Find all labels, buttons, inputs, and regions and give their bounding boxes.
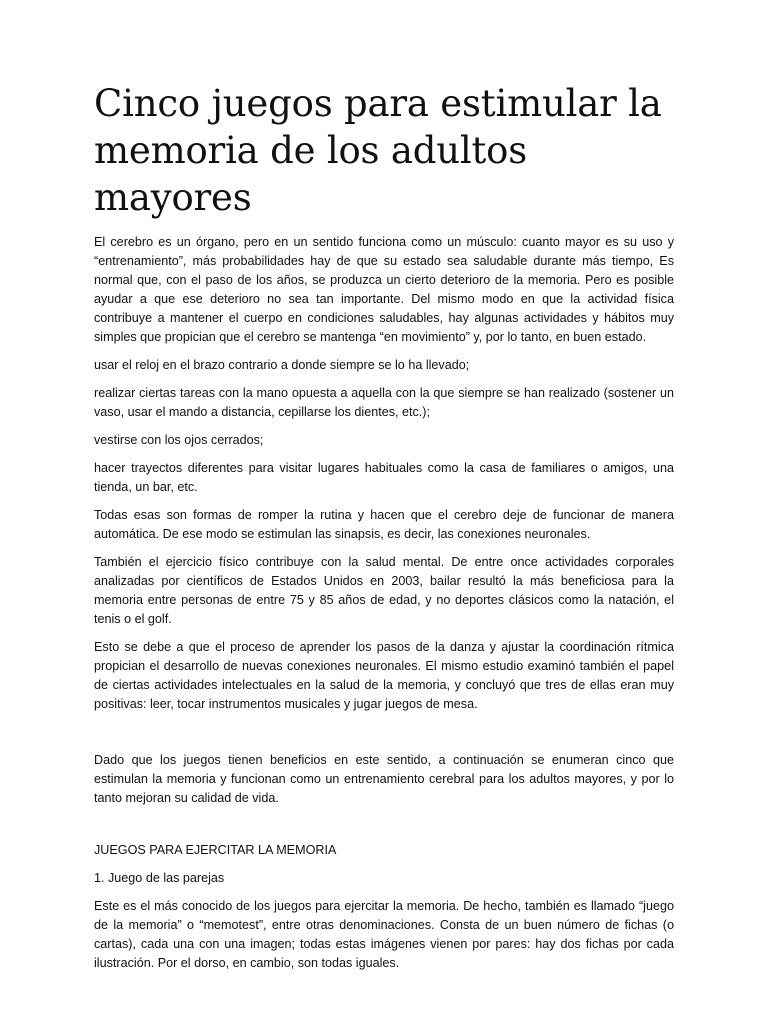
- parejas-paragraph: Este es el más conocido de los juegos para ejercitar la memoria. De hecho, también es llamado “juego de la memoria” o “memotest”, entre otras denominaciones. Consta de un buen número de fichas (o cartas), cada una con una imagen; todas estas imágenes vienen por pares: hay dos fichas por cada ilustración. Por el dorso, en cambio, son todas iguales.: [94, 899, 674, 970]
- spacer: [94, 817, 674, 841]
- danza-paragraph: Esto se debe a que el proceso de aprender los pasos de la danza y ajustar la coordinación rítmica propician el desarrollo de nuevas conexiones neuronales. El mismo estudio examinó también el papel de ciertas actividades intelectuales en la salud de la memoria, y concluyó que tres de ellas eran muy positivas: leer, tocar instrumentos musicales y jugar juegos de mesa.: [94, 640, 674, 711]
- list-item-vestirse: vestirse con los ojos cerrados;: [94, 433, 264, 447]
- intro-paragraph: El cerebro es un órgano, pero en un sentido funciona como un músculo: cuanto mayor es su uso y “entrenamiento”, más probabilidades hay de que su estado sea saludable durante más tiempo, Es normal que, con el paso de los años, se produzca un cierto deterioro de la memoria. Pero es posible ayudar a que ese deterioro no sea tan importante. Del mismo modo en que la actividad física contribuye a mantener el cuerpo en condiciones saludables, hay algunas actividades y hábitos muy simples que propician que el cerebro se mantenga “en movimiento” y, por lo tanto, en buen estado.: [94, 235, 674, 344]
- list-item-reloj: usar el reloj en el brazo contrario a donde siempre se lo ha llevado;: [94, 358, 470, 372]
- document-title: Cinco juegos para estimular la memoria de los adultos mayores: [94, 82, 662, 219]
- subsection-heading: 1. Juego de las parejas: [94, 871, 225, 885]
- spacer: [94, 723, 674, 751]
- section-heading: JUEGOS PARA EJERCITAR LA MEMORIA: [94, 843, 337, 857]
- list-item-mano-opuesta: realizar ciertas tareas con la mano opuesta a aquella con la que siempre se han realizado (sostener un vaso, usar el mando a distancia, cepillarse los dientes, etc.);: [94, 386, 674, 419]
- rutina-paragraph: Todas esas son formas de romper la rutina y hacen que el cerebro deje de funcionar de manera automática. De ese modo se estimulan las sinapsis, es decir, las conexiones neuronales.: [94, 508, 674, 541]
- list-item-trayectos: hacer trayectos diferentes para visitar lugares habituales como la casa de familiares o amigos, una tienda, un bar, etc.: [94, 461, 674, 494]
- juegos-paragraph: Dado que los juegos tienen beneficios en este sentido, a continuación se enumeran cinco que estimulan la memoria y funcionan como un entrenamiento cerebral para los adultos mayores, y por lo tanto mejoran su calidad de vida.: [94, 753, 674, 805]
- ejercicio-paragraph: También el ejercicio físico contribuye con la salud mental. De entre once actividades corporales analizadas por científicos de Estados Unidos en 2003, bailar resultó la más beneficiosa para la memoria entre personas de entre 75 y 85 años de edad, y no deportes clásicos como la natación, el tenis o el golf.: [94, 555, 674, 626]
